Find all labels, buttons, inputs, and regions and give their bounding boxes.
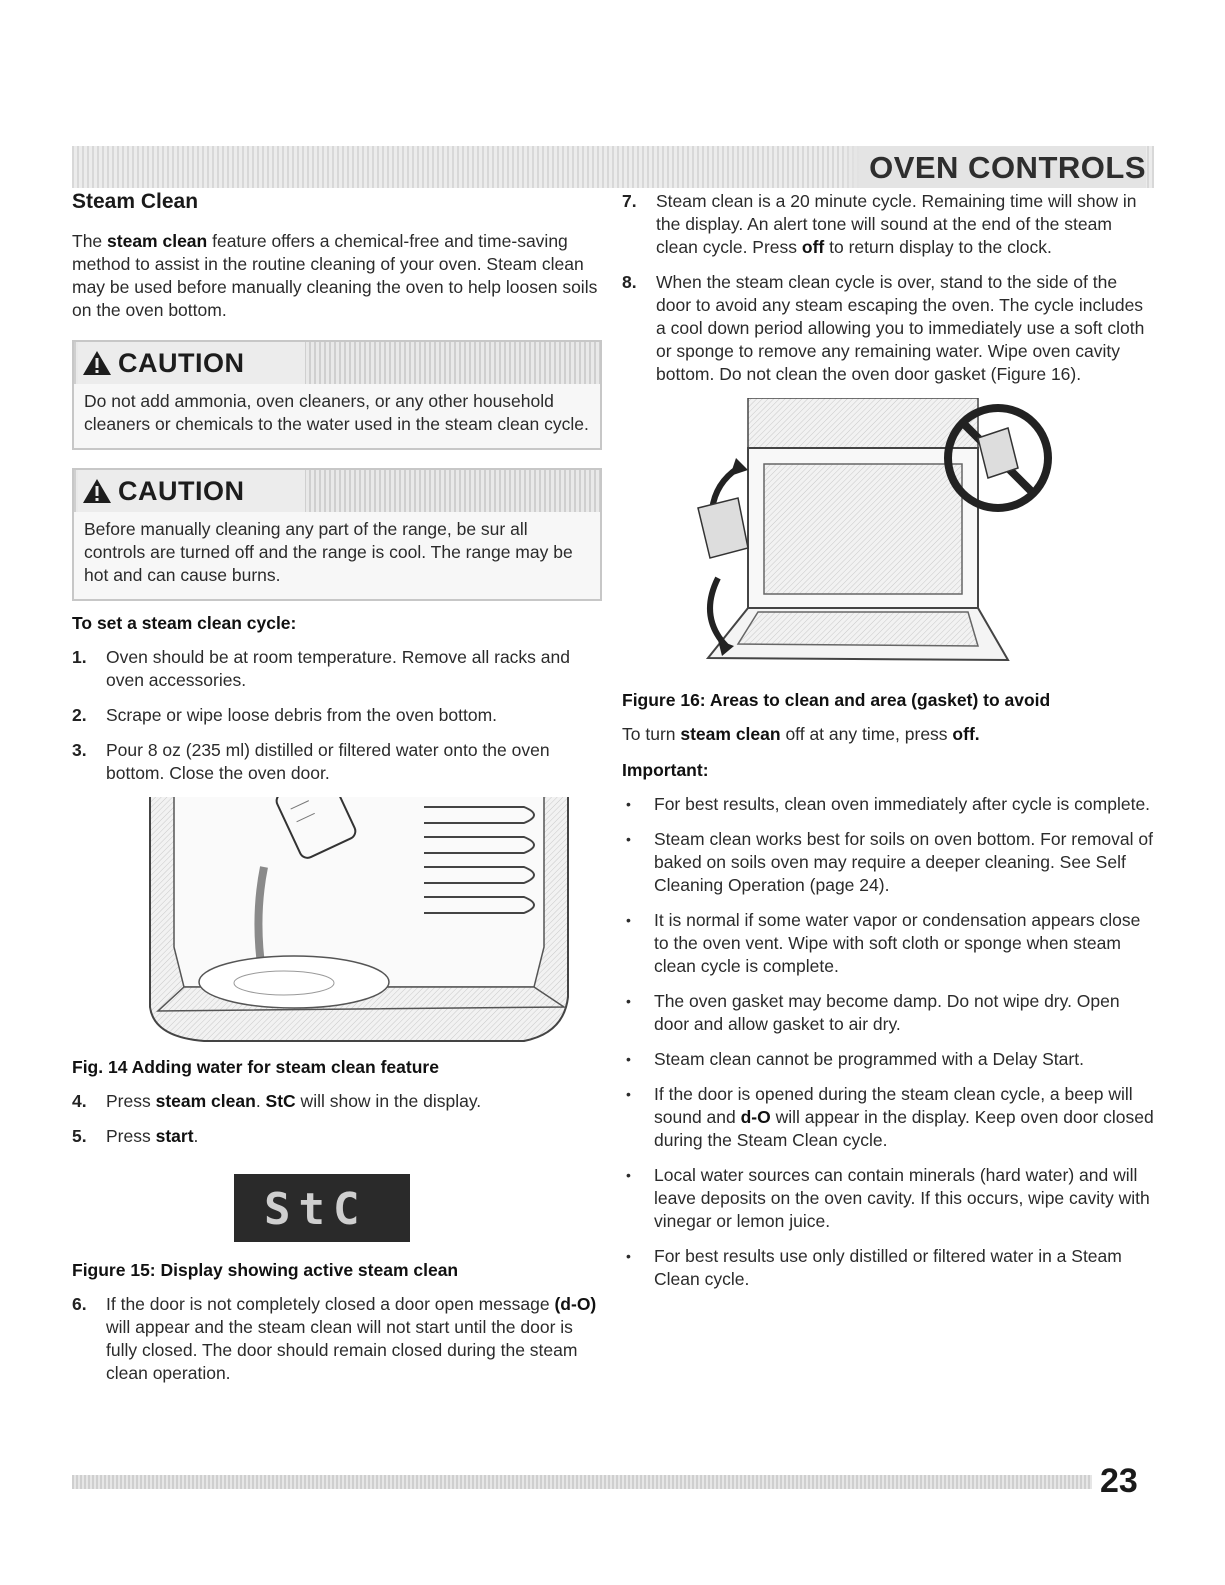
bullet-item: • It is normal if some water vapor or condensation appears close to the oven vent. Wipe with soft cloth or sponge when steam clean cycle is complete.: [622, 909, 1154, 978]
caution-text: Do not add ammonia, oven cleaners, or any other household cleaners or chemicals to the water used in the steam clean cycle.: [74, 384, 600, 448]
steps-list-c: [72, 1293, 602, 1385]
bullet-item: • For best results use only distilled or filtered water in a Steam Clean cycle.: [622, 1245, 1154, 1291]
step-item: 7. Steam clean is a 20 minute cycle. Remaining time will show in the display. An alert tone will sound at the end of the steam clean cycle. Press off to return display to the clock.: [622, 191, 1137, 257]
oven-pouring-water-illustration: [144, 797, 584, 1049]
bullet-item: • If the door is opened during the steam clean cycle, a beep will sound and d-O will appear in the display. Keep oven door closed during the Steam Clean cycle.: [622, 1083, 1154, 1152]
figure-16-caption: Figure 16: Areas to clean and area (gasket) to avoid: [622, 690, 1051, 710]
page-number: 23: [1100, 1462, 1138, 1500]
bullet-item: • Steam clean cannot be programmed with a Delay Start.: [622, 1048, 1154, 1071]
section-title: OVEN CONTROLS: [841, 146, 1146, 188]
figure-14-caption: Fig. 14 Adding water for steam clean feature: [72, 1057, 439, 1077]
intro-paragraph: The steam clean feature offers a chemical-free and time-saving method to assist in the routine cleaning of your oven. Steam clean may be used before manually cleaning the oven to help loosen soils on the oven bottom.: [72, 231, 598, 320]
step-item: 5. Press start.: [72, 1126, 199, 1146]
bullet-item: • Steam clean works best for soils on oven bottom. For removal of baked on soils oven may require a deeper cleaning. See Self Cleaning Operation (page 24).: [622, 828, 1154, 897]
caution-header: [74, 470, 600, 512]
step-item: 6. If the door is not completely closed a door open message (d-O) will appear and the steam clean will not start until the door is fully closed. The door should remain closed during the steam clean operation.: [72, 1294, 597, 1383]
steam-clean-heading: Steam Clean: [72, 190, 199, 213]
footer-band: [72, 1475, 1092, 1489]
warning-triangle-icon: [82, 349, 112, 377]
section-header-band: [72, 146, 1154, 188]
caution-box-burns: [72, 468, 602, 601]
oven-door-cleaning-illustration: [678, 398, 1058, 678]
control-display: [234, 1174, 410, 1242]
caution-text: Before manually cleaning any part of the range, be sur all controls are turned off and the range is cool. The range may be hot and can cause burns.: [74, 512, 600, 599]
step-item: 2. Scrape or wipe loose debris from the oven bottom.: [72, 705, 498, 725]
caution-label: CAUTION: [118, 475, 245, 506]
steps-list-b: [72, 1090, 602, 1148]
bullet-item: • For best results, clean oven immediately after cycle is complete.: [622, 793, 1154, 816]
bullet-item: • Local water sources can contain minerals (hard water) and will leave deposits on the oven cavity. If this occurs, wipe cavity with vinegar or lemon juice.: [622, 1164, 1154, 1233]
steps-list-d: [622, 190, 1154, 386]
step-item: 4. Press steam clean. StC will show in the display.: [72, 1091, 482, 1111]
caution-label: CAUTION: [118, 347, 245, 378]
step-item: 3. Pour 8 oz (235 ml) distilled or filtered water onto the oven bottom. Close the oven door.: [72, 740, 550, 783]
warning-triangle-icon: [82, 477, 112, 505]
figure-15-caption: Figure 15: Display showing active steam clean: [72, 1260, 459, 1280]
set-cycle-heading: To set a steam clean cycle:: [72, 613, 297, 633]
turn-off-paragraph: To turn steam clean off at any time, press off.: [622, 724, 980, 744]
caution-box-chemicals: [72, 340, 602, 450]
right-column: [622, 190, 1154, 1303]
important-heading: Important:: [622, 760, 709, 780]
bullet-item: • The oven gasket may become damp. Do not wipe dry. Open door and allow gasket to air dry.: [622, 990, 1154, 1036]
caution-header: [74, 342, 600, 384]
step-item: 8. When the steam clean cycle is over, stand to the side of the door to avoid any steam escaping the oven. The cycle includes a cool down period allowing you to immediately use a soft cloth or sponge to remove any remaining water. Wipe oven cavity bottom. Do not clean the oven door gasket (Figure 16).: [622, 272, 1145, 384]
step-item: 1. Oven should be at room temperature. Remove all racks and oven accessories.: [72, 647, 570, 690]
display-readout: StC: [264, 1184, 368, 1235]
steps-list-a: [72, 646, 602, 785]
left-column: [72, 190, 602, 1397]
important-bullets: [622, 793, 1154, 1291]
